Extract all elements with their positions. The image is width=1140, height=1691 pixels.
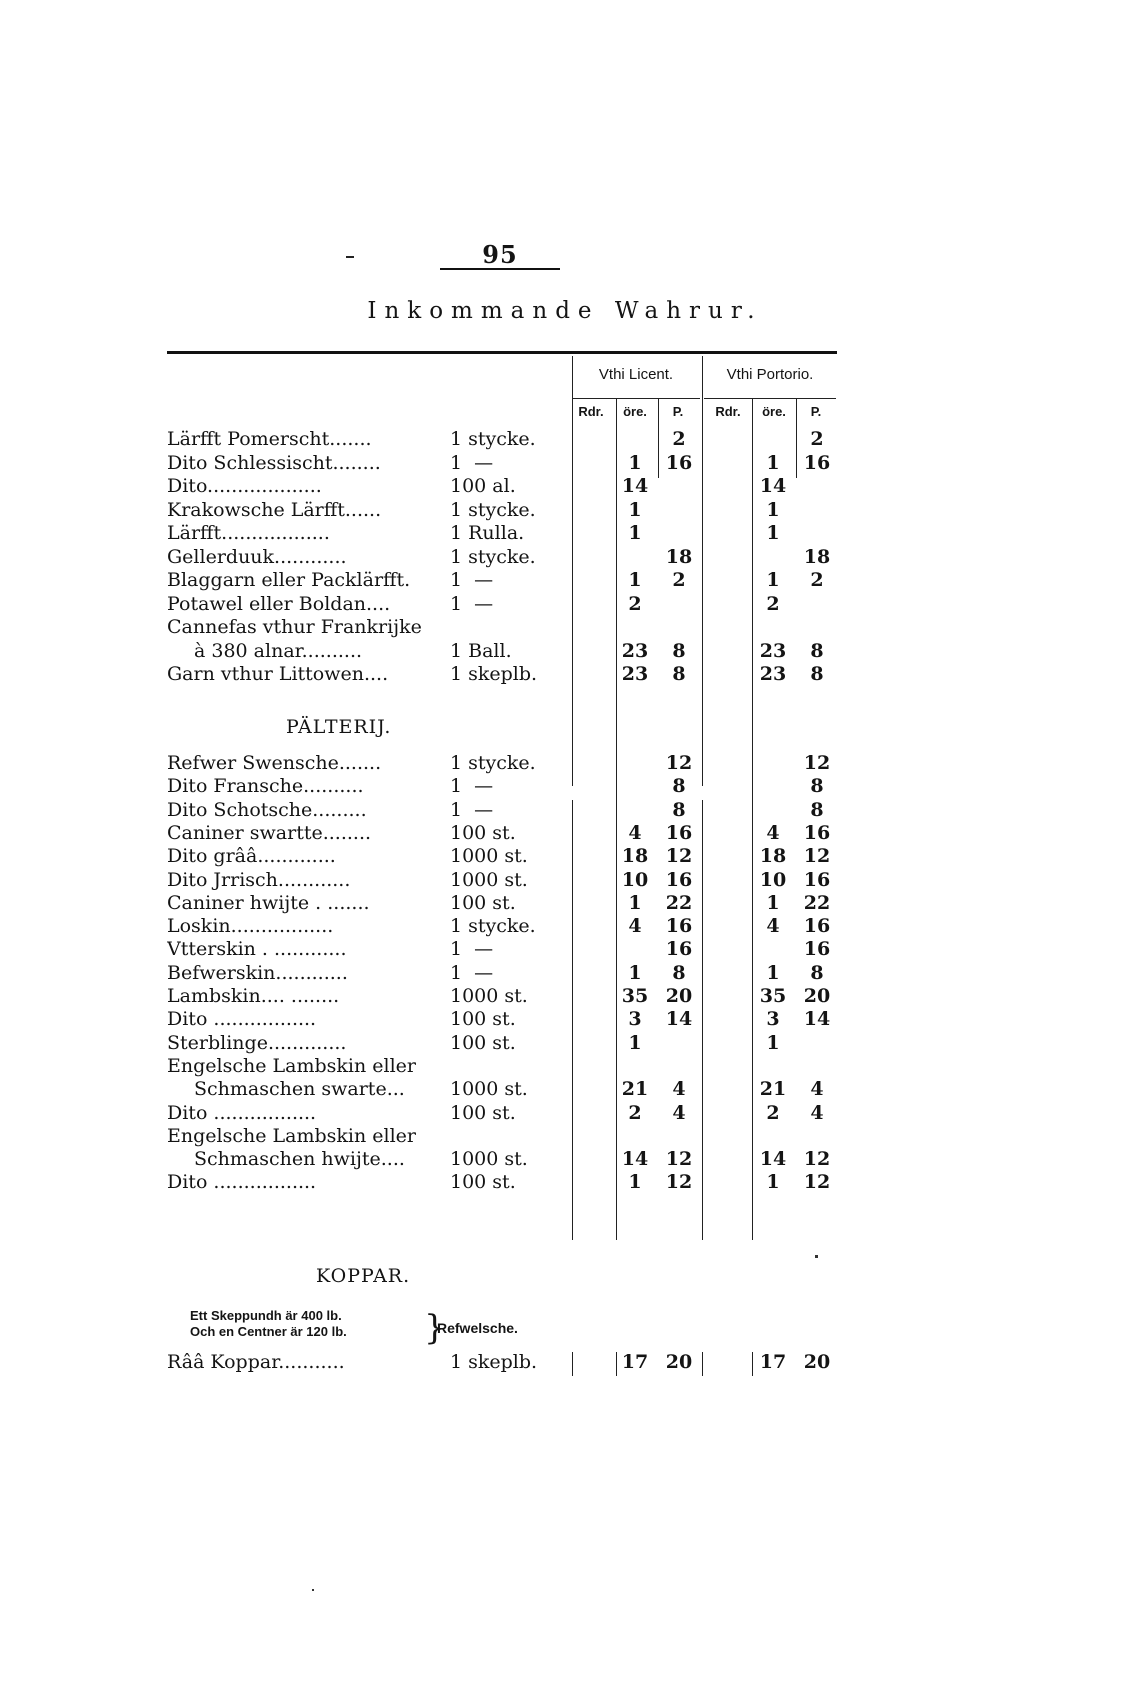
row-item-name: Blaggarn eller Packlärfft. (167, 569, 411, 591)
table-row (0, 592, 1140, 617)
licent-p-value: 12 (665, 1148, 693, 1171)
page-number-rule (440, 268, 560, 270)
licent-p-value: 16 (665, 938, 693, 961)
row-quantity: 100 st. (450, 1171, 516, 1194)
row-item-name: Caniner hwijte . ....... (167, 891, 370, 914)
table-row (0, 1054, 1140, 1079)
portorio-p-value: 16 (803, 868, 831, 891)
row-quantity: 1 skeplb. (450, 1351, 538, 1373)
row-item-name: Rââ Koppar........... (167, 1351, 345, 1373)
subheader-licent-rdr: Rdr. (578, 404, 604, 419)
table-row (0, 891, 1140, 916)
row-item-name: Vtterskin . ............ (167, 938, 347, 961)
koppar-note-line-1: Ett Skeppundh är 400 lb. (190, 1308, 342, 1323)
portorio-p-value: 2 (810, 569, 824, 591)
column-header-licent: Vthi Licent. (598, 366, 674, 383)
licent-ore-value: 1 (628, 1171, 642, 1194)
row-quantity: 1 skeplb. (450, 663, 538, 685)
table-row (0, 821, 1140, 846)
row-quantity: 1 — (450, 938, 494, 961)
licent-ore-value: 4 (628, 915, 642, 938)
row-item-name: à 380 alnar.......... (194, 639, 363, 662)
portorio-p-value: 12 (803, 845, 831, 868)
licent-p-value: 16 (665, 868, 693, 891)
portorio-ore-value: 1 (766, 891, 780, 914)
table-row (0, 1101, 1140, 1126)
portorio-p-value: 8 (810, 639, 824, 662)
portorio-p-value: 16 (803, 821, 831, 844)
licent-p-value: 8 (672, 798, 686, 821)
licent-p-value: 20 (665, 1351, 693, 1373)
portorio-p-value: 4 (810, 1078, 824, 1101)
licent-p-value: 22 (665, 891, 693, 914)
row-item-name: Engelsche Lambskin eller (167, 1054, 416, 1077)
row-quantity: 1 Ball. (450, 639, 512, 662)
row-item-name: Schmaschen hwijte.... (194, 1148, 405, 1171)
portorio-p-value: 4 (810, 1101, 824, 1124)
licent-p-value: 8 (672, 663, 686, 685)
licent-p-value: 8 (672, 775, 686, 798)
row-item-name: Caniner swartte........ (167, 821, 372, 844)
row-item-name: Dito................... (167, 475, 322, 497)
portorio-p-value: 8 (810, 798, 824, 821)
table-row (0, 1147, 1140, 1172)
table-row (0, 615, 1140, 640)
table-row (0, 1031, 1140, 1056)
portorio-ore-value: 1 (766, 1171, 780, 1194)
table-row (0, 774, 1140, 799)
portorio-ore-value: 4 (766, 821, 780, 844)
table-row (0, 662, 1140, 687)
licent-p-value: 12 (665, 1171, 693, 1194)
licent-ore-value: 1 (628, 451, 642, 474)
licent-ore-value: 1 (628, 1031, 642, 1054)
portorio-ore-value: 1 (766, 1031, 780, 1054)
licent-ore-value: 10 (621, 868, 649, 891)
licent-ore-value: 21 (621, 1078, 649, 1101)
table-row (0, 1170, 1140, 1195)
row-item-name: Lärfft Pomerscht....... (167, 428, 372, 450)
table-row (0, 1350, 1140, 1375)
table-row (0, 545, 1140, 570)
portorio-p-value: 14 (803, 1008, 831, 1031)
row-quantity: 100 st. (450, 1031, 516, 1054)
licent-p-value: 8 (672, 961, 686, 984)
row-quantity: 1 — (450, 775, 494, 798)
row-quantity: 1 — (450, 961, 494, 984)
row-quantity: 1000 st. (450, 868, 528, 891)
licent-p-value: 14 (665, 1008, 693, 1031)
licent-ore-value: 1 (628, 569, 642, 591)
table-row (0, 474, 1140, 499)
table-row (0, 1007, 1140, 1032)
row-item-name: Dito ................. (167, 1101, 317, 1124)
subheader-portorio-ore: öre. (762, 404, 786, 419)
portorio-p-value: 8 (810, 663, 824, 685)
portorio-ore-value: 18 (759, 845, 787, 868)
row-quantity: 1 stycke. (450, 428, 536, 450)
row-quantity: 1 stycke. (450, 752, 536, 774)
subheader-portorio-rdr: Rdr. (715, 404, 741, 419)
row-item-name: Schmaschen swarte... (194, 1078, 405, 1101)
licent-ore-value: 1 (628, 522, 642, 544)
row-quantity: 1 Rulla. (450, 522, 525, 544)
licent-ore-value: 17 (621, 1351, 649, 1373)
table-row (0, 984, 1140, 1009)
row-item-name: Dito Schotsche......... (167, 798, 367, 821)
row-item-name: Gellerduuk............ (167, 545, 347, 568)
page-dash-mark (346, 256, 354, 258)
licent-p-value: 16 (665, 915, 693, 938)
section-heading-koppar: KOPPAR. (316, 1265, 411, 1287)
portorio-p-value: 12 (803, 1171, 831, 1194)
portorio-ore-value: 10 (759, 868, 787, 891)
portorio-ore-value: 1 (766, 961, 780, 984)
table-row (0, 868, 1140, 893)
koppar-note-line-2: Och en Centner är 120 lb. (190, 1324, 347, 1339)
portorio-p-value: 20 (803, 985, 831, 1007)
table-row (0, 798, 1140, 823)
row-item-name: Dito Jrrisch............ (167, 868, 351, 891)
row-quantity: 100 st. (450, 891, 516, 914)
portorio-p-value: 12 (803, 1148, 831, 1171)
table-row (0, 498, 1140, 523)
page-number: 95 (482, 240, 518, 269)
column-header-portorio: Vthi Portorio. (726, 366, 814, 383)
portorio-ore-value: 14 (759, 1148, 787, 1171)
table-row (0, 844, 1140, 869)
table-row (0, 427, 1140, 452)
subheader-licent-ore: öre. (623, 404, 647, 419)
licent-ore-value: 3 (628, 1008, 642, 1031)
portorio-p-value: 12 (803, 752, 831, 774)
brace-glyph: } (424, 1308, 446, 1348)
licent-p-value: 2 (672, 428, 686, 450)
row-quantity: 1 — (450, 451, 494, 474)
row-quantity: 100 al. (450, 475, 516, 497)
portorio-ore-value: 2 (766, 592, 780, 615)
portorio-p-value: 22 (803, 891, 831, 914)
section-heading-palterij: PÄLTERIJ. (286, 716, 392, 738)
licent-ore-value: 18 (621, 845, 649, 868)
table-row (0, 914, 1140, 939)
table-row (0, 961, 1140, 986)
row-item-name: Potawel eller Boldan.... (167, 592, 391, 615)
row-item-name: Cannefas vthur Frankrijke (167, 616, 422, 638)
subheader-portorio-p: P. (810, 404, 822, 419)
row-item-name: Loskin................. (167, 915, 334, 938)
portorio-ore-value: 1 (766, 451, 780, 474)
row-item-name: Dito grââ............. (167, 845, 336, 868)
portorio-ore-value: 2 (766, 1101, 780, 1124)
licent-p-value: 12 (665, 752, 693, 774)
licent-p-value: 2 (672, 569, 686, 591)
portorio-ore-value: 1 (766, 498, 780, 521)
portorio-ore-value: 23 (759, 663, 787, 685)
table-row (0, 639, 1140, 664)
header-rule (167, 351, 837, 354)
row-item-name: Dito ................. (167, 1008, 317, 1031)
stray-print-mark (312, 1589, 314, 1591)
portorio-ore-value: 1 (766, 569, 780, 591)
licent-ore-value: 35 (621, 985, 649, 1007)
portorio-ore-value: 17 (759, 1351, 787, 1373)
licent-ore-value: 14 (621, 475, 649, 497)
licent-p-value: 8 (672, 639, 686, 662)
stray-print-mark-2 (815, 1255, 818, 1258)
table-row (0, 521, 1140, 546)
subheader-licent-p: P. (672, 404, 684, 419)
row-quantity: 1 — (450, 569, 494, 591)
licent-p-value: 16 (665, 821, 693, 844)
row-quantity: 100 st. (450, 1008, 516, 1031)
group-underline-portorio (704, 398, 836, 399)
row-quantity: 1 stycke. (450, 915, 536, 938)
page-title: Inkommande Wahrur. (367, 298, 763, 324)
row-quantity: 1000 st. (450, 1148, 528, 1171)
portorio-p-value: 16 (803, 938, 831, 961)
row-item-name: Krakowsche Lärfft...... (167, 498, 382, 521)
portorio-ore-value: 21 (759, 1078, 787, 1101)
koppar-note-suffix: Refwelsche. (437, 1320, 518, 1336)
table-row (0, 1124, 1140, 1149)
licent-ore-value: 2 (628, 592, 642, 615)
licent-ore-value: 23 (621, 663, 649, 685)
row-quantity: 1000 st. (450, 985, 528, 1007)
portorio-ore-value: 1 (766, 522, 780, 544)
table-row (0, 568, 1140, 593)
licent-ore-value: 14 (621, 1148, 649, 1171)
licent-p-value: 16 (665, 451, 693, 474)
portorio-ore-value: 4 (766, 915, 780, 938)
row-item-name: Dito ................. (167, 1171, 317, 1194)
table-row (0, 451, 1140, 476)
row-item-name: Refwer Swensche....... (167, 752, 382, 774)
licent-p-value: 12 (665, 845, 693, 868)
row-quantity: 1 stycke. (450, 498, 536, 521)
portorio-p-value: 2 (810, 428, 824, 450)
row-quantity: 1 — (450, 592, 494, 615)
row-item-name: Dito Schlessischt........ (167, 451, 381, 474)
licent-ore-value: 2 (628, 1101, 642, 1124)
licent-p-value: 20 (665, 985, 693, 1007)
portorio-p-value: 18 (803, 545, 831, 568)
portorio-ore-value: 3 (766, 1008, 780, 1031)
row-quantity: 100 st. (450, 1101, 516, 1124)
licent-ore-value: 1 (628, 498, 642, 521)
row-quantity: 1 — (450, 798, 494, 821)
row-quantity: 1000 st. (450, 1078, 528, 1101)
row-quantity: 100 st. (450, 821, 516, 844)
portorio-ore-value: 23 (759, 639, 787, 662)
portorio-p-value: 8 (810, 961, 824, 984)
portorio-p-value: 20 (803, 1351, 831, 1373)
portorio-p-value: 16 (803, 451, 831, 474)
licent-p-value: 4 (672, 1101, 686, 1124)
row-item-name: Lärfft.................. (167, 522, 330, 544)
row-item-name: Sterblinge............. (167, 1031, 347, 1054)
row-item-name: Engelsche Lambskin eller (167, 1124, 416, 1147)
row-quantity: 1000 st. (450, 845, 528, 868)
portorio-ore-value: 14 (759, 475, 787, 497)
licent-ore-value: 1 (628, 891, 642, 914)
group-underline-licent (572, 398, 700, 399)
row-item-name: Garn vthur Littowen.... (167, 663, 389, 685)
table-row (0, 751, 1140, 776)
portorio-p-value: 16 (803, 915, 831, 938)
row-item-name: Befwerskin............ (167, 961, 348, 984)
licent-p-value: 18 (665, 545, 693, 568)
row-item-name: Lambskin.... ........ (167, 985, 340, 1007)
row-item-name: Dito Fransche.......... (167, 775, 364, 798)
licent-ore-value: 23 (621, 639, 649, 662)
row-quantity: 1 stycke. (450, 545, 536, 568)
portorio-p-value: 8 (810, 775, 824, 798)
portorio-ore-value: 35 (759, 985, 787, 1007)
licent-ore-value: 4 (628, 821, 642, 844)
licent-ore-value: 1 (628, 961, 642, 984)
licent-p-value: 4 (672, 1078, 686, 1101)
table-row (0, 937, 1140, 962)
table-row (0, 1077, 1140, 1102)
